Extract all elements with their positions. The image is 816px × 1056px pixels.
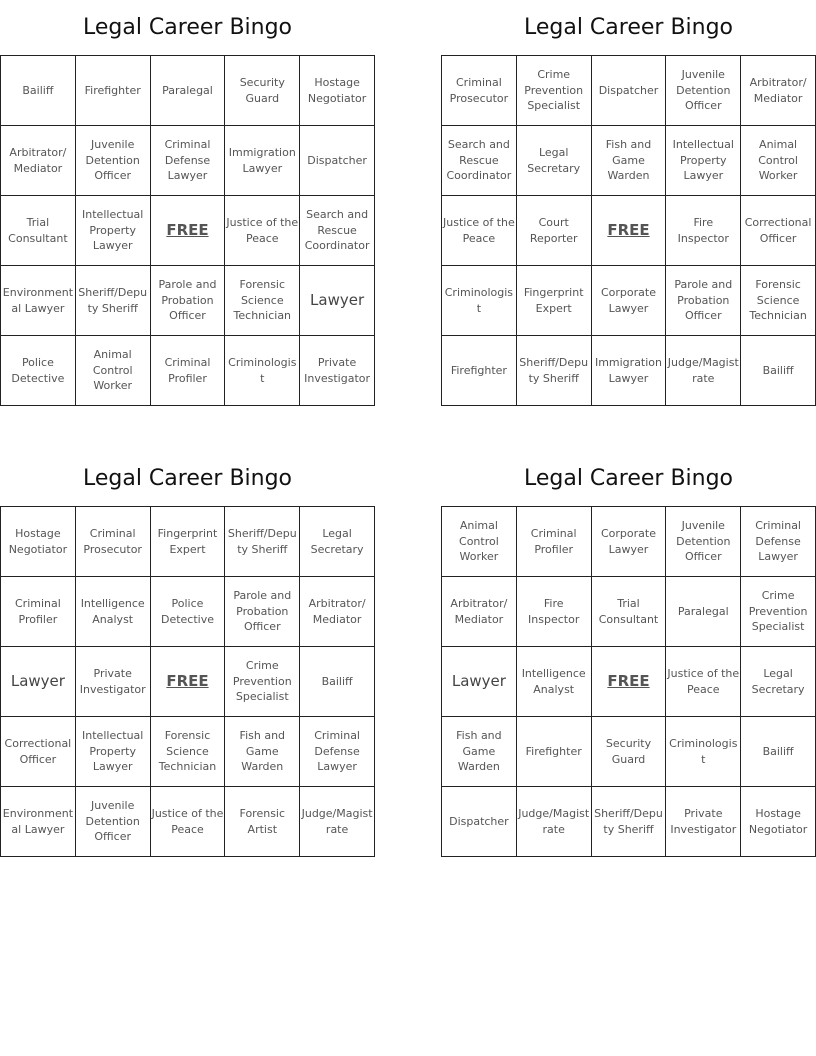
bingo-cell-label: Firefighter [450, 363, 507, 377]
bingo-cell [517, 266, 592, 336]
bingo-cell-label: Animal Control Worker [92, 348, 133, 393]
bingo-cell-label: Trial Consultant [598, 597, 659, 626]
bingo-cell [517, 577, 592, 647]
bingo-grid [0, 55, 375, 406]
bingo-cell-label: Fish and Game Warden [605, 138, 652, 183]
bingo-cell [151, 577, 226, 647]
bingo-cell-label: Hostage Negotiator [307, 76, 367, 105]
bingo-cell-label: Fish and Game Warden [456, 729, 502, 774]
bingo-cell [442, 647, 517, 717]
bingo-cell [666, 577, 741, 647]
bingo-cell [151, 56, 226, 126]
bingo-cell [666, 196, 741, 266]
bingo-cell-label: FREE [166, 220, 209, 239]
bingo-cell-label: Dispatcher [598, 83, 659, 97]
bingo-cell-label: Hostage Negotiator [8, 527, 68, 556]
bingo-cell [666, 507, 741, 577]
bingo-cell-label: Correctional Officer [4, 737, 72, 766]
bingo-cell-label: Immigration Lawyer [228, 146, 296, 175]
bingo-cell [300, 56, 375, 126]
bingo-cell-label: Sheriff/Deputy Sheriff [594, 807, 663, 836]
bingo-cell [442, 336, 517, 406]
bingo-cell-label: Juvenile Detention Officer [676, 68, 731, 113]
bingo-cell-label: Correctional Officer [744, 216, 812, 245]
bingo-cell-label: Judge/Magistrate [667, 356, 739, 385]
bingo-cell-label: Forensic Science Technician [749, 278, 807, 323]
bingo-cell [442, 507, 517, 577]
bingo-cell-label: Judge/Magistrate [518, 807, 590, 836]
bingo-cell-label: Immigration Lawyer [594, 356, 663, 385]
bingo-cell [76, 266, 151, 336]
bingo-cell-label: Juvenile Detention Officer [85, 138, 140, 183]
bingo-cell [592, 787, 667, 857]
bingo-cell [741, 577, 816, 647]
bingo-cell-label: Criminal Prosecutor [449, 76, 509, 105]
bingo-cell-label: Criminologist [669, 737, 738, 766]
bingo-cell [225, 717, 300, 787]
bingo-cell [225, 787, 300, 857]
bingo-cell-label: Fish and Game Warden [239, 729, 286, 774]
bingo-cell-label: Parole and Probation Officer [158, 278, 217, 323]
bingo-cell [517, 507, 592, 577]
bingo-cell [442, 196, 517, 266]
bingo-cell-label: Private Investigator [79, 667, 146, 696]
bingo-cell [592, 266, 667, 336]
bingo-cell [151, 266, 226, 336]
bingo-cell [151, 507, 226, 577]
free-space-cell [592, 647, 667, 717]
bingo-cell-label: Legal Secretary [310, 527, 364, 556]
bingo-cell-label: Sheriff/Deputy Sheriff [227, 527, 297, 556]
bingo-grid [441, 55, 816, 406]
bingo-cell-label: Justice of the Peace [667, 667, 740, 696]
bingo-grid [0, 506, 375, 857]
bingo-cell-label: Parole and Probation Officer [674, 278, 733, 323]
bingo-cell [741, 787, 816, 857]
bingo-cell [517, 196, 592, 266]
bingo-cell [517, 647, 592, 717]
bingo-cell [666, 647, 741, 717]
bingo-cell-label: Court Reporter [529, 216, 578, 245]
bingo-cell [517, 717, 592, 787]
bingo-cell [741, 196, 816, 266]
bingo-card-2 [441, 8, 816, 385]
bingo-cell [592, 577, 667, 647]
bingo-cell [1, 336, 76, 406]
bingo-cell [741, 717, 816, 787]
bingo-cell [666, 336, 741, 406]
card-title: Legal Career Bingo [523, 15, 734, 40]
bingo-cell-label: Firefighter [84, 83, 141, 97]
bingo-cell-label: Intelligence Analyst [80, 597, 145, 626]
bingo-cell [1, 56, 76, 126]
bingo-cell-label: Bailiff [22, 83, 54, 97]
bingo-cell-label: Bailiff [762, 363, 794, 377]
bingo-cell [666, 266, 741, 336]
bingo-cell-label: Juvenile Detention Officer [85, 799, 140, 844]
bingo-cell [592, 507, 667, 577]
bingo-cell-label: Forensic Science Technician [233, 278, 292, 323]
bingo-cell [76, 196, 151, 266]
bingo-cell [592, 126, 667, 196]
bingo-cell-label: Justice of the Peace [151, 807, 224, 836]
bingo-cell-label: Intellectual Property Lawyer [82, 208, 144, 253]
bingo-cell [225, 647, 300, 717]
bingo-cell [76, 56, 151, 126]
bingo-cell-label: Forensic Artist [239, 807, 286, 836]
bingo-cell-label: Intellectual Property Lawyer [82, 729, 144, 774]
bingo-cell-label: Crime Prevention Specialist [232, 659, 292, 704]
bingo-cell-label: Search and Rescue Coordinator [446, 138, 512, 183]
bingo-cell [741, 126, 816, 196]
bingo-cell [76, 507, 151, 577]
bingo-card-4 [441, 459, 816, 836]
bingo-cell-label: Criminal Defense Lawyer [164, 138, 211, 183]
bingo-cell [225, 336, 300, 406]
bingo-cell-label: Intellectual Property Lawyer [672, 138, 734, 183]
bingo-cell [76, 336, 151, 406]
bingo-cell-label: Paralegal [677, 604, 729, 618]
bingo-cell-label: Security Guard [239, 76, 285, 105]
bingo-cell [300, 507, 375, 577]
bingo-card-1 [0, 8, 375, 393]
bingo-cell-label: Animal Control Worker [459, 519, 499, 564]
bingo-cell [300, 577, 375, 647]
bingo-cell-label: Police Detective [11, 356, 65, 385]
bingo-cell-label: Dispatcher [307, 153, 367, 167]
bingo-cell [76, 787, 151, 857]
bingo-cell [300, 196, 375, 266]
bingo-cell [300, 336, 375, 406]
bingo-cell [225, 507, 300, 577]
bingo-cell [741, 507, 816, 577]
bingo-cell [442, 266, 517, 336]
bingo-cell [1, 266, 76, 336]
bingo-cell-label: Police Detective [160, 597, 214, 626]
bingo-cell-label: Dispatcher [449, 814, 509, 828]
bingo-cell [666, 126, 741, 196]
bingo-cell [1, 577, 76, 647]
bingo-cell-label: Parole and Probation Officer [233, 589, 292, 634]
bingo-cell-label: Arbitrator/ Mediator [450, 597, 508, 626]
bingo-cell-label: Security Guard [605, 737, 652, 766]
bingo-cell-label: Forensic Science Technician [158, 729, 217, 774]
bingo-cell [151, 336, 226, 406]
bingo-cell-label: Corporate Lawyer [600, 286, 656, 315]
bingo-cell [300, 647, 375, 717]
bingo-cell [442, 56, 517, 126]
bingo-cell [300, 266, 375, 336]
bingo-cell [225, 56, 300, 126]
bingo-cell-label: Justice of the Peace [443, 216, 515, 245]
bingo-cell [151, 717, 226, 787]
bingo-cell-label: Hostage Negotiator [748, 807, 808, 836]
bingo-cell [592, 56, 667, 126]
card-title: Legal Career Bingo [82, 466, 293, 491]
bingo-cell-label: Criminologist [228, 356, 297, 385]
bingo-cell [76, 126, 151, 196]
bingo-cell [592, 336, 667, 406]
bingo-cell [741, 56, 816, 126]
bingo-cell [592, 717, 667, 787]
bingo-cell [300, 787, 375, 857]
bingo-cell [1, 196, 76, 266]
bingo-cell [225, 196, 300, 266]
bingo-cell [741, 266, 816, 336]
bingo-cell [1, 717, 76, 787]
bingo-cell-label: Sheriff/Deputy Sheriff [78, 286, 148, 315]
bingo-cell-label: Crime Prevention Specialist [524, 68, 584, 113]
bingo-cell-label: Fire Inspector [677, 216, 729, 245]
bingo-cell-label: Paralegal [162, 83, 213, 97]
bingo-cell-label: Criminal Profiler [530, 527, 577, 556]
bingo-cell [76, 647, 151, 717]
bingo-cell-label: Trial Consultant [8, 216, 68, 245]
bingo-cell-label: Legal Secretary [527, 146, 581, 175]
bingo-cell-label: Sheriff/Deputy Sheriff [519, 356, 589, 385]
bingo-cell-label: Lawyer [10, 671, 65, 690]
free-space-cell [592, 196, 667, 266]
bingo-cell-label: Criminal Profiler [14, 597, 61, 626]
bingo-cell [1, 507, 76, 577]
bingo-cell-label: Corporate Lawyer [600, 527, 656, 556]
bingo-cell-label: Lawyer [310, 290, 365, 309]
bingo-cell [666, 787, 741, 857]
bingo-cell [442, 717, 517, 787]
bingo-cell-label: Arbitrator/ Mediator [9, 146, 67, 175]
bingo-cell [300, 717, 375, 787]
bingo-cell [1, 126, 76, 196]
bingo-cell-label: Criminal Defense Lawyer [755, 519, 801, 564]
bingo-cell-label: Juvenile Detention Officer [676, 519, 731, 564]
bingo-cell [517, 126, 592, 196]
bingo-cell [151, 126, 226, 196]
bingo-cell [225, 126, 300, 196]
bingo-cell-label: Lawyer [451, 671, 506, 690]
bingo-cell-label: Criminologist [444, 286, 514, 315]
bingo-cell [225, 577, 300, 647]
bingo-grid [441, 506, 816, 857]
bingo-cell [442, 126, 517, 196]
bingo-cell-label: Justice of the Peace [226, 216, 299, 245]
bingo-cell [1, 787, 76, 857]
bingo-cell-label: Fire Inspector [528, 597, 580, 626]
card-title: Legal Career Bingo [523, 466, 734, 491]
bingo-cell-label: Firefighter [525, 744, 582, 758]
bingo-cell-label: Environmental Lawyer [2, 807, 74, 836]
bingo-cell-label: Private Investigator [304, 356, 371, 385]
card-title: Legal Career Bingo [82, 15, 293, 40]
bingo-card-3 [0, 459, 375, 844]
bingo-cell-label: Intelligence Analyst [521, 667, 586, 696]
bingo-cell-label: Private Investigator [670, 807, 737, 836]
bingo-cell [225, 266, 300, 336]
bingo-cell-label: Search and Rescue Coordinator [304, 208, 370, 253]
bingo-cell-label: Environmental Lawyer [2, 286, 74, 315]
bingo-cell-label: Crime Prevention Specialist [748, 589, 808, 634]
bingo-cell-label: Arbitrator/ Mediator [308, 597, 366, 626]
bingo-cell-label: FREE [166, 671, 209, 690]
bingo-cell [517, 787, 592, 857]
bingo-cell-label: Fingerprint Expert [157, 527, 218, 556]
bingo-cell-label: FREE [607, 220, 650, 239]
bingo-cell [741, 336, 816, 406]
bingo-cell [517, 56, 592, 126]
bingo-cell-label: Criminal Prosecutor [83, 527, 142, 556]
bingo-cell [76, 717, 151, 787]
free-space-cell [151, 196, 226, 266]
bingo-cell [300, 126, 375, 196]
bingo-cell-label: Criminal Profiler [164, 356, 211, 385]
bingo-cell [442, 577, 517, 647]
bingo-cell-label: Arbitrator/ Mediator [749, 76, 807, 105]
bingo-cell [666, 717, 741, 787]
bingo-cell-label: Judge/Magistrate [301, 807, 373, 836]
bingo-cell [517, 336, 592, 406]
free-space-cell [151, 647, 226, 717]
bingo-cell-label: Bailiff [762, 744, 794, 758]
bingo-cell [741, 647, 816, 717]
bingo-cell-label: Legal Secretary [751, 667, 805, 696]
bingo-cell-label: Bailiff [321, 674, 353, 688]
bingo-cell [76, 577, 151, 647]
bingo-cell-label: Criminal Defense Lawyer [314, 729, 360, 774]
bingo-cell-label: Animal Control Worker [758, 138, 798, 183]
bingo-cell [442, 787, 517, 857]
bingo-cell [1, 647, 76, 717]
bingo-cell-label: Fingerprint Expert [523, 286, 584, 315]
bingo-cell [151, 787, 226, 857]
bingo-cell-label: FREE [607, 671, 650, 690]
bingo-cell [666, 56, 741, 126]
